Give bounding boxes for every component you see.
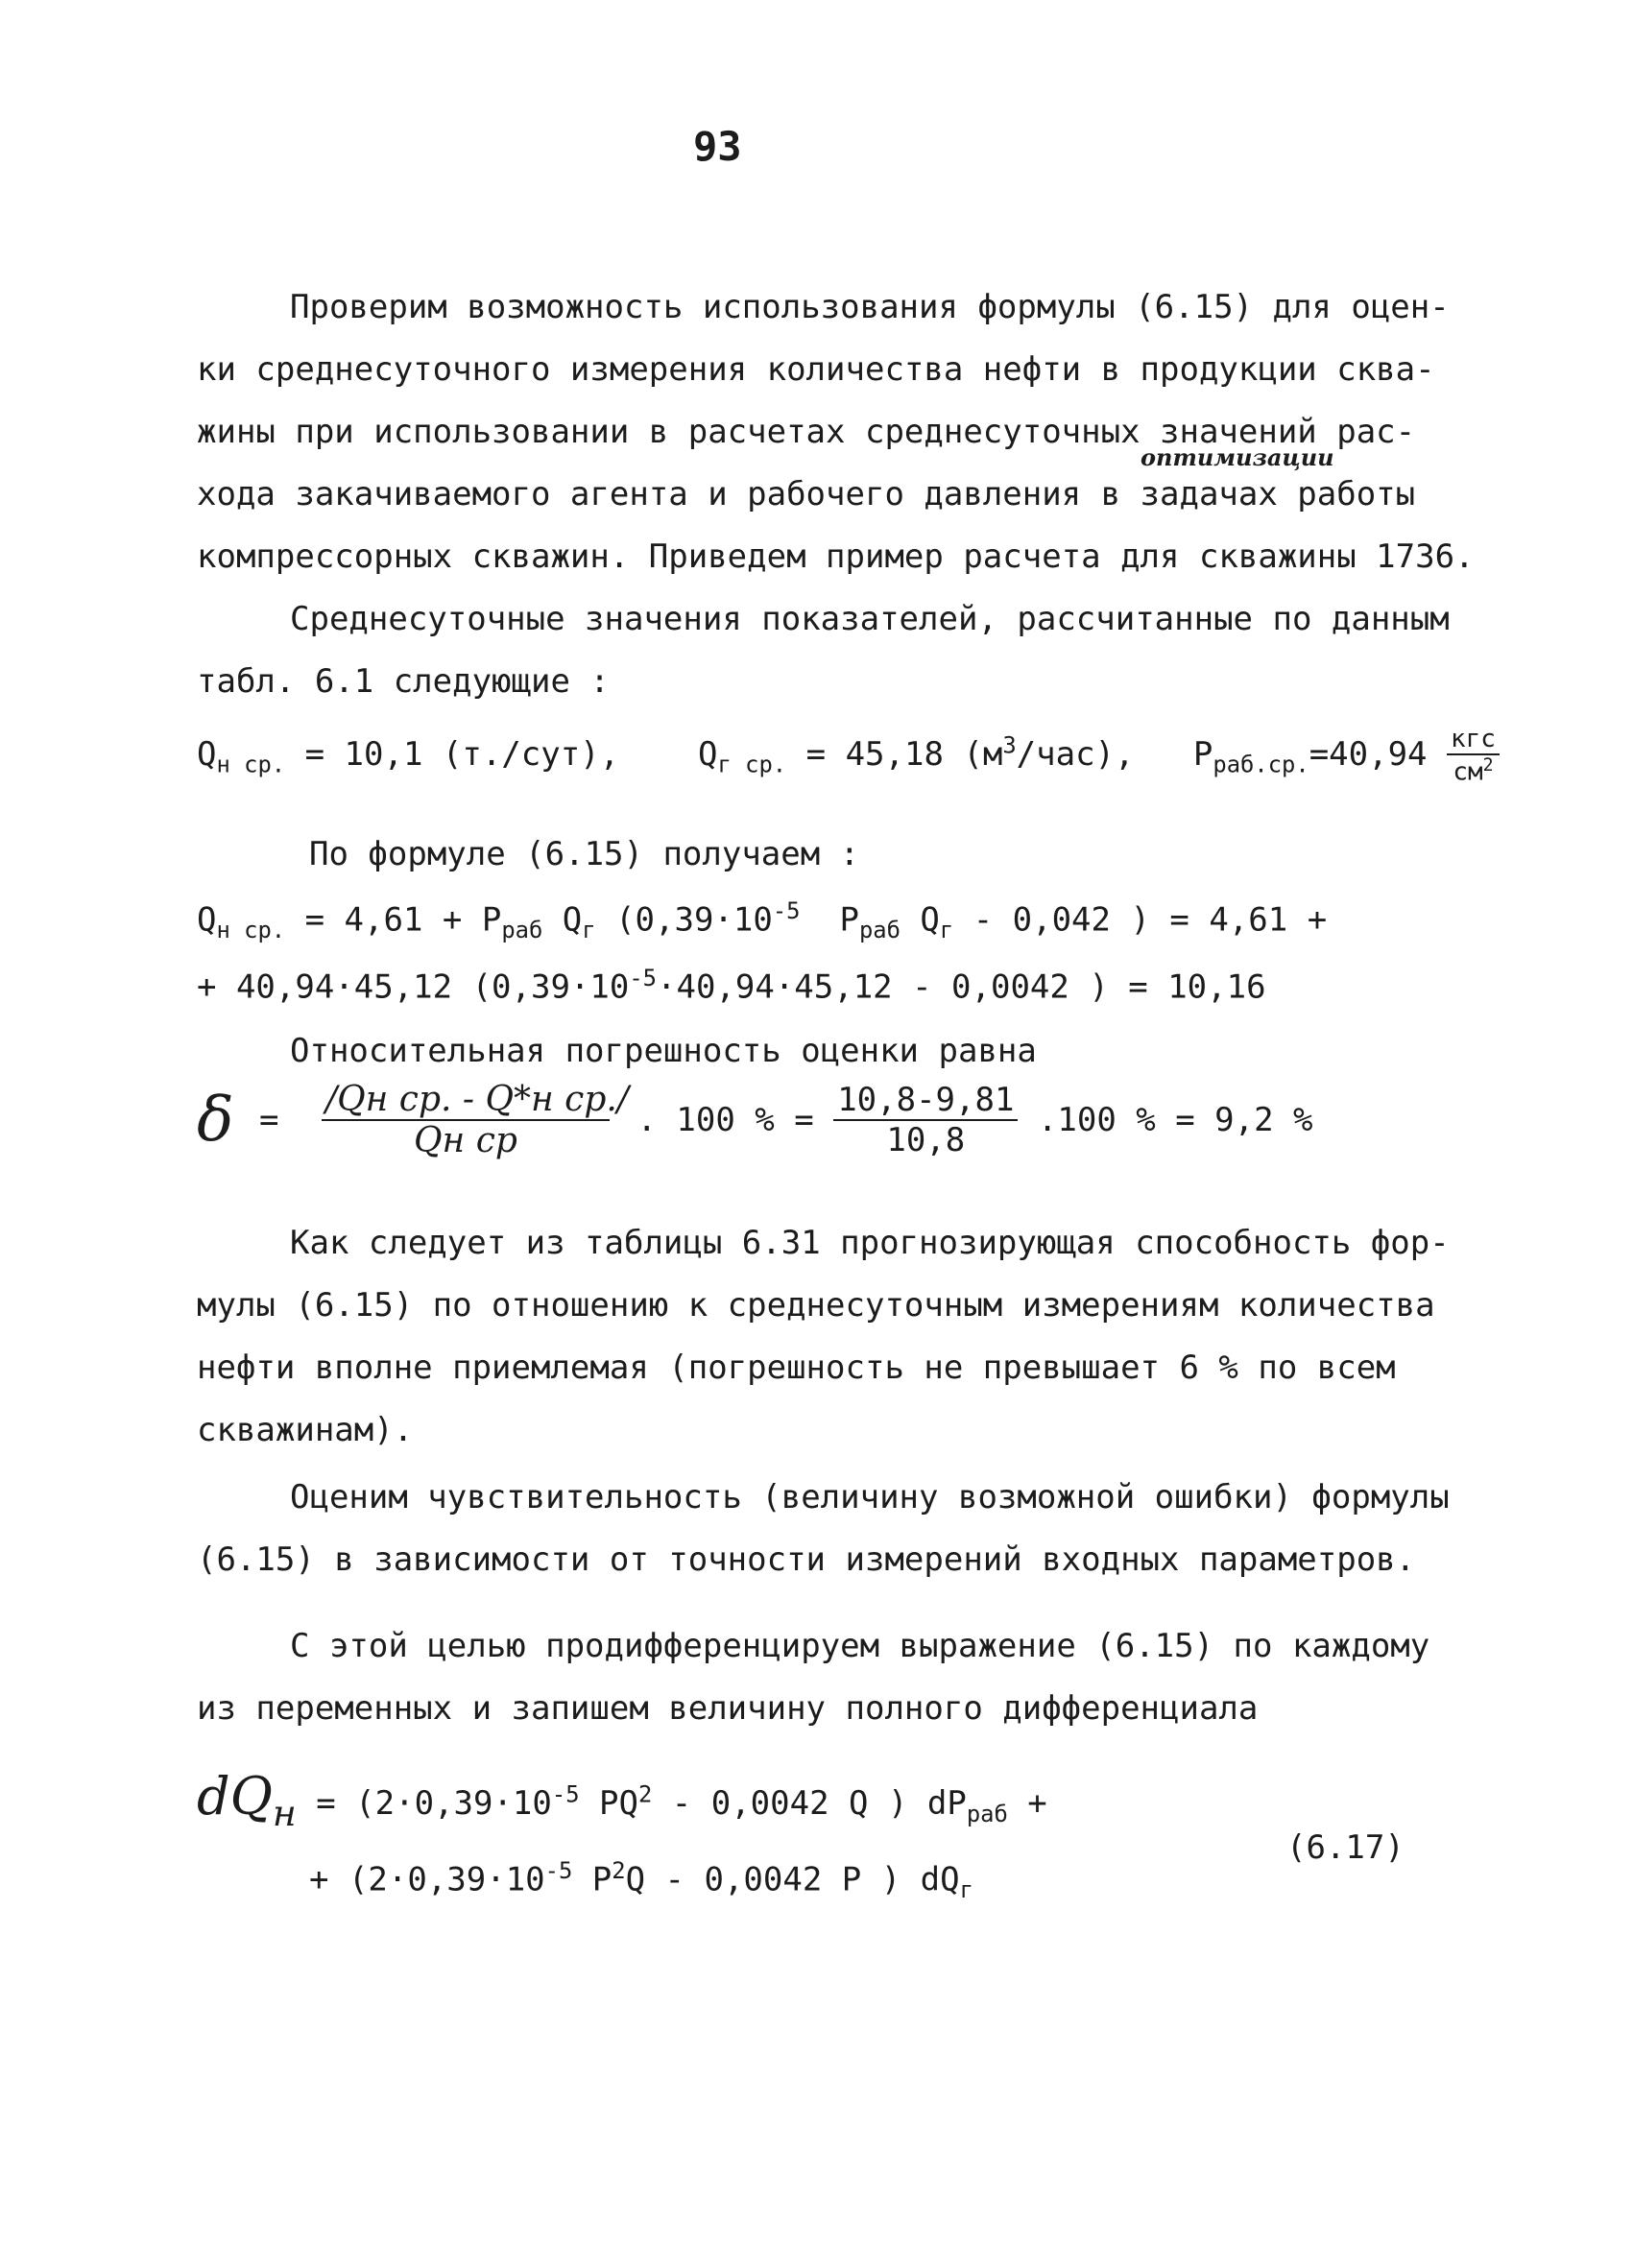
handwritten-insertion: оптимизации <box>1141 443 1334 471</box>
text-line: жины при использовании в расчетах среднесуточных значений рас- <box>197 413 1416 451</box>
text-line: Среднесуточные значения показателей, рассчитанные по данным <box>290 600 1450 638</box>
text-line: Оценим чувствительность (величину возможной ошибки) формулы <box>290 1478 1450 1516</box>
text-line: Как следует из таблицы 6.31 прогнозирующая способность фор- <box>290 1224 1450 1262</box>
calc-line-1: $Q_{н ср.} = 4,61 + P_{раб}$ $Q_г$ ($0,39\cdot 10^{-5}$ $P_{раб}$ $Q_г - 0,042$ ) = 4,61 + <box>197 897 1328 944</box>
text-line: табл. 6.1 следующие : <box>197 662 610 701</box>
text-line: Проверим возможность использования формулы (6.15) для оцен- <box>290 288 1450 326</box>
calc-line-2: + 40,94·45,12 ($0,39\cdot 10^{-5}\cdot 40,94\cdot 45,12 - 0,0042$ ) = 10,16 <box>197 965 1266 1007</box>
delta-symbol: δ <box>197 1085 234 1156</box>
text-line: мулы (6.15) по отношению к среднесуточным измерениям количества <box>197 1286 1435 1325</box>
text-line: С этой целью продифференцируем выражение (6.15) по каждому <box>290 1627 1430 1665</box>
text-line: нефти вполне приемлемая (погрешность не превышает 6 % по всем <box>197 1349 1396 1387</box>
numeric-fraction: $\frac{10,8-9,81}{10,8}$ <box>833 1081 1018 1159</box>
text-line: хода закачиваемого агента и рабочего давления в задачах работы <box>197 475 1416 513</box>
text-line: (6.15) в зависимости от точности измерений входных параметров. <box>197 1540 1416 1579</box>
differential-line-2: + ($2\cdot 0,39\cdot 10^{-5}$ $P^2Q - 0,0042$ P ) $dQ_г$ <box>309 1857 973 1904</box>
differential-lhs: $dQ_н$ <box>197 1766 297 1834</box>
handwritten-fraction: $\frac{\text{/Qн ср. - Q*н ср./}}{\text{Qн ср}}$ <box>322 1080 610 1160</box>
unit-fraction: $\frac{\text{кгс}}{см^2}$ <box>1447 725 1500 787</box>
equation-number: (6.17) <box>1286 1828 1405 1867</box>
error-intro: Относительная погрешность оценки равна <box>290 1032 1037 1070</box>
text-line: скважинам). <box>197 1411 414 1449</box>
relative-error-formula: δ = $\frac{\text{/Qн ср. - Q*н ср./}}{\text{Qн ср}}$ . 100 % = $\frac{10,8-9,81}{10,8}$ .100 % = 9,2 % <box>197 1080 1313 1160</box>
text-line: из переменных и запишем величину полного дифференциала <box>197 1689 1259 1728</box>
differential-line-1: $dQ_н = (2\cdot 0,39\cdot 10^{-5}$ $PQ^2 - 0,0042$ Q ) $dP_{раб}$ + <box>197 1766 1047 1834</box>
mean-values-line: $Q_{н ср.} = 10,1$ (т./сут), $Q_{г ср.} = 45,18$ $(м^3/час)$, $P_{раб.ср.}=40,94$ $\frac{\text{кгс}}{см^2}$ <box>197 725 1500 787</box>
text-line: ки среднесуточного измерения количества нефти в продукции сква- <box>197 350 1435 389</box>
text-line: компрессорных скважин. Приведем пример расчета для скважины 1736. <box>197 537 1475 576</box>
page-number: 93 <box>693 123 742 170</box>
formula-intro: По формуле (6.15) получаем : <box>309 835 860 873</box>
